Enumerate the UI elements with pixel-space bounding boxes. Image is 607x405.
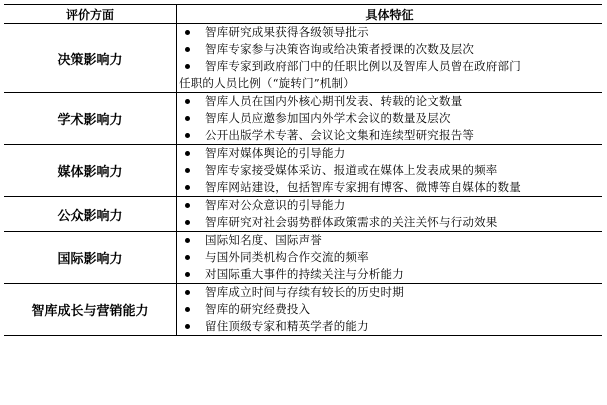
bullet-icon [185, 47, 190, 52]
bullet-icon [185, 151, 190, 156]
feature-text-continuation: 任职的人员比例（“旋转门”机制） [179, 76, 355, 90]
list-item [177, 301, 602, 318]
features-cell [177, 145, 603, 197]
features-cell [177, 284, 603, 336]
feature-text: 留住顶级专家和精英学者的能力 [205, 319, 369, 333]
bullet-icon [185, 307, 190, 312]
feature-list [177, 24, 602, 92]
table-row [4, 145, 602, 197]
bullet-icon [185, 220, 190, 225]
feature-text: 智库研究对社会弱势群体政策需求的关注关怀与行动效果 [205, 215, 498, 229]
feature-text: 智库网站建设，包括智库专家拥有博客、微博等自媒体的数量 [205, 180, 521, 194]
table-body [4, 24, 602, 336]
feature-list [177, 197, 602, 231]
table-row [4, 93, 602, 145]
aspect-cell: 学术影响力 [4, 93, 177, 145]
aspect-cell: 智库成长与营销能力 [4, 284, 177, 336]
bullet-icon [185, 272, 190, 277]
list-item [177, 179, 602, 196]
list-item [177, 24, 602, 41]
list-item [177, 58, 602, 92]
header-features: 具体特征 [177, 5, 603, 24]
aspect-cell: 国际影响力 [4, 232, 177, 284]
feature-list [177, 145, 602, 196]
bullet-icon [185, 290, 190, 295]
feature-text: 智库成立时间与存续有较长的历史时期 [205, 285, 404, 299]
aspect-cell: 公众影响力 [4, 197, 177, 232]
feature-text: 智库的研究经费投入 [205, 302, 311, 316]
feature-text: 智库专家参与决策咨询或给决策者授课的次数及层次 [205, 42, 475, 56]
feature-text: 智库对媒体舆论的引导能力 [205, 146, 346, 160]
bullet-icon [185, 185, 190, 190]
list-item [177, 127, 602, 144]
list-item [177, 318, 602, 335]
bullet-icon [185, 64, 190, 69]
list-item [177, 162, 602, 179]
bullet-icon [185, 255, 190, 260]
features-cell [177, 24, 603, 93]
features-cell [177, 232, 603, 284]
bullet-icon [185, 30, 190, 35]
bullet-icon [185, 133, 190, 138]
list-item [177, 93, 602, 110]
table-row [4, 24, 602, 93]
feature-text: 国际知名度、国际声誉 [205, 233, 322, 247]
feature-list [177, 284, 602, 335]
feature-text: 智库研究成果获得各级领导批示 [205, 25, 369, 39]
bullet-icon [185, 168, 190, 173]
table-row [4, 232, 602, 284]
table-header [4, 5, 602, 24]
evaluation-table [4, 4, 602, 336]
feature-text: 智库人员应邀参加国内外学术会议的数量及层次 [205, 111, 451, 125]
feature-list [177, 93, 602, 144]
feature-text: 与国外同类机构合作交流的频率 [205, 250, 369, 264]
feature-text: 智库对公众意识的引导能力 [205, 198, 346, 212]
features-cell [177, 197, 603, 232]
bullet-icon [185, 324, 190, 329]
header-aspect: 评价方面 [4, 5, 177, 24]
list-item [177, 214, 602, 231]
bullet-icon [185, 238, 190, 243]
bullet-icon [185, 116, 190, 121]
list-item [177, 249, 602, 266]
list-item [177, 110, 602, 127]
feature-text: 公开出版学术专著、会议论文集和连续型研究报告等 [205, 128, 475, 142]
list-item [177, 145, 602, 162]
aspect-cell: 决策影响力 [4, 24, 177, 93]
feature-text: 对国际重大事件的持续关注与分析能力 [205, 267, 404, 281]
list-item [177, 41, 602, 58]
table-row [4, 197, 602, 232]
list-item [177, 197, 602, 214]
feature-list [177, 232, 602, 283]
feature-text: 智库专家到政府部门中的任职比例以及智库人员曾在政府部门 [205, 59, 521, 73]
table-row [4, 284, 602, 336]
feature-text: 智库专家接受媒体采访、报道或在媒体上发表成果的频率 [205, 163, 498, 177]
feature-text: 智库人员在国内外核心期刊发表、转载的论文数量 [205, 94, 463, 108]
list-item [177, 266, 602, 283]
bullet-icon [185, 203, 190, 208]
bullet-icon [185, 99, 190, 104]
list-item [177, 232, 602, 249]
list-item [177, 284, 602, 301]
aspect-cell: 媒体影响力 [4, 145, 177, 197]
features-cell [177, 93, 603, 145]
header-row [4, 5, 602, 24]
